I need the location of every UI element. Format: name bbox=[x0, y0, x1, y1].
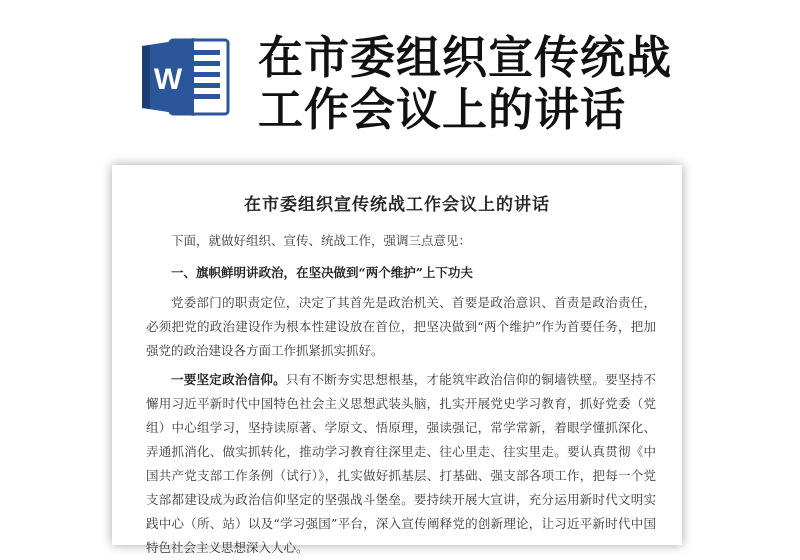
paragraph-2-lead: 一要坚定政治信仰。 bbox=[171, 372, 286, 387]
paragraph-2-body: 只有不断夯实思想根基，才能筑牢政治信仰的铜墙铁壁。要坚持不懈用习近平新时代中国特色社会主义思想武装头脑，扎实开展党史学习教育，抓好党委（党组）中心组学习，坚持读原著、学原文、悟原理，强读强记，常学常新，着眼学懂抓深化、弄通抓消化、做实抓转化，推动学习教育往深里走、往心里走、往实里走。要认真贯彻《中国共产党支部工作条例（试行）》，扎实做好抓基层、打基础、强支部各项工作，把每一个党支部都建设成为政治信仰坚定的坚强战斗堡垒。要持续开展大宣讲，充分运用新时代文明实践中心（所、站）以及“学习强国”平台，深入宣传阐释党的创新理论，让习近平新时代中国特色社会主义思想深入人心。 bbox=[146, 372, 656, 555]
document-paragraph-2 bbox=[146, 368, 656, 560]
word-icon-letter: W bbox=[153, 63, 183, 96]
document-heading-1: 一、旗帜鲜明讲政治，在坚决做到“两个维护”上下功夫 bbox=[171, 265, 473, 280]
document-paragraph-1: 党委部门的职责定位，决定了其首先是政治机关、首要是政治意识、首责是政治责任，必须把党的政治建设作为根本性建设放在首位，把坚决做到“两个维护”作为首要任务，把加强党的政治建设各方面工作抓紧抓实抓好。 bbox=[146, 295, 656, 358]
document-intro: 下面，就做好组织、宣传、统战工作，强调三点意见： bbox=[171, 233, 472, 248]
document-title: 在市委组织宣传统战工作会议上的讲话 bbox=[244, 195, 550, 215]
page-title-line-1: 在市委组织宣传统战 bbox=[258, 31, 673, 84]
page-title bbox=[258, 32, 778, 136]
word-icon bbox=[140, 36, 232, 118]
page-title-line-2: 工作会议上的讲话 bbox=[258, 83, 627, 136]
document-page bbox=[112, 165, 682, 555]
header bbox=[0, 0, 800, 150]
